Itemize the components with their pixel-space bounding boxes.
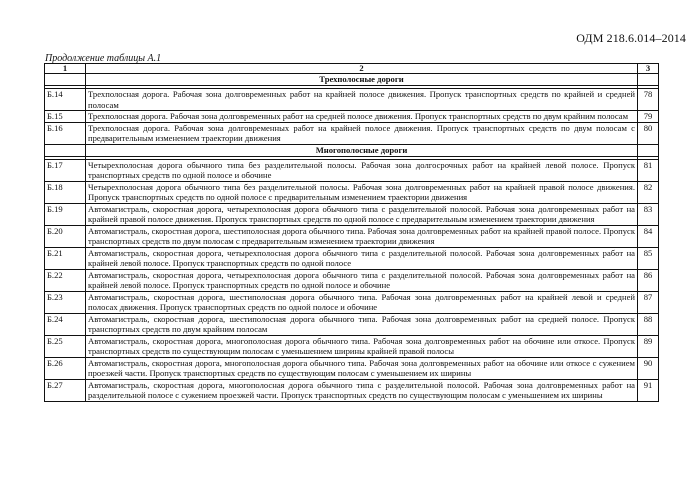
section-header-row [45,74,659,86]
item-page-number: 89 [638,335,659,357]
item-page-number: 82 [638,181,659,203]
item-number: Б.26 [45,357,86,379]
item-number: Б.17 [45,159,86,181]
item-description: Трехполосная дорога. Рабочая зона долговременных работ на крайней полосе движения. Пропуск транспортных средств по крайней и средней полосам [86,89,638,111]
item-page-number: 88 [638,313,659,335]
table-row [45,335,659,357]
item-description: Автомагистраль, скоростная дорога, многополосная дорога обычного типа с разделительной полосой. Рабочая зона долговременных работ на разделительной полосе с сужением проезжей части. Пропуск транспортных средств по существующим полосам с уменьшением их ширины [86,379,638,401]
item-page-number: 86 [638,269,659,291]
section-title: Многополосные дороги [86,144,638,156]
item-description: Автомагистраль, скоростная дорога, четырехполосная дорога обычного типа с разделительной полосой. Рабочая зона долговременных работ на крайней левой полосе. Пропуск транспортных средств по одной полосе и обочине [86,269,638,291]
item-description: Четырехполосная дорога обычного типа без разделительной полосы. Рабочая зона долговременных работ на крайней правой полосе движения. Пропуск транспортных средств по одной полосе с предварительным изменением траектории движения [86,181,638,203]
section-num-cell [45,144,86,156]
item-number: Б.25 [45,335,86,357]
table-row [45,89,659,111]
section-header-row [45,144,659,156]
item-page-number: 84 [638,225,659,247]
table-continuation-caption: Продолжение таблицы А.1 [45,53,162,64]
table-row [45,111,659,123]
item-description: Четырехполосная дорога обычного типа без разделительной полосы. Рабочая зона долгосрочных работ на крайней левой полосе. Пропуск транспортных средств по одной полосе и обочине [86,159,638,181]
table-header-row [45,64,659,74]
item-description: Автомагистраль, скоростная дорога, четырехполосная дорога обычного типа с разделительной полосой. Рабочая зона долговременных работ на крайней правой полосе движения. Пропуск транспортных средств по одной полосе с предварительным изменением траектории движения [86,203,638,225]
item-number: Б.21 [45,247,86,269]
item-number: Б.24 [45,313,86,335]
item-number: Б.23 [45,291,86,313]
column-header-2: 2 [86,64,638,74]
item-number: Б.27 [45,379,86,401]
document-code: ОДМ 218.6.014–2014 [576,31,686,45]
table-row [45,181,659,203]
item-description: Автомагистраль, скоростная дорога, многополосная дорога обычного типа. Рабочая зона долговременных работ на обочине или откосе. Пропуск транспортных средств по существующим полосам с уменьшением ширины крайней правой полосы [86,335,638,357]
column-header-3: 3 [638,64,659,74]
item-page-number: 78 [638,89,659,111]
table-row [45,313,659,335]
item-description: Автомагистраль, скоростная дорога, четырехполосная дорога обычного типа с разделительной полосой. Рабочая зона долговременных работ на крайней левой полосе. Пропуск транспортных средств по одной полосе [86,247,638,269]
table-row [45,159,659,181]
item-page-number: 90 [638,357,659,379]
item-page-number: 87 [638,291,659,313]
item-number: Б.18 [45,181,86,203]
item-description: Трехполосная дорога. Рабочая зона долговременных работ на средней полосе движения. Пропуск транспортных средств по двум крайним полосам [86,111,638,123]
table-row [45,291,659,313]
table-row [45,122,659,144]
item-number: Б.14 [45,89,86,111]
item-description: Автомагистраль, скоростная дорога, шестиполосная дорога обычного типа. Рабочая зона долговременных работ на крайней правой полосе. Пропуск транспортных средств по двум полосам с предварительным изменением траектории движения [86,225,638,247]
item-number: Б.20 [45,225,86,247]
item-number: Б.19 [45,203,86,225]
item-description: Трехполосная дорога. Рабочая зона долговременных работ на крайней полосе движения. Пропуск транспортных средств по двум полосам с предварительным изменением траектории движения [86,122,638,144]
item-page-number: 79 [638,111,659,123]
item-page-number: 80 [638,122,659,144]
table-row [45,357,659,379]
section-page-cell [638,74,659,86]
item-description: Автомагистраль, скоростная дорога, шестиполосная дорога обычного типа. Рабочая зона долговременных работ на крайней левой и средней полосах движения. Пропуск транспортных средств по одной полосе и обочине [86,291,638,313]
item-description: Автомагистраль, скоростная дорога, многополосная дорога обычного типа. Рабочая зона долговременных работ на обочине или откосе с сужением проезжей части. Пропуск транспортных средств по существующим полосам с уменьшением их ширины [86,357,638,379]
item-page-number: 91 [638,379,659,401]
table-row [45,269,659,291]
table-row [45,203,659,225]
table-row [45,379,659,401]
items-table [44,63,659,402]
item-number: Б.22 [45,269,86,291]
column-header-1: 1 [45,64,86,74]
section-page-cell [638,144,659,156]
item-description: Автомагистраль, скоростная дорога, шестиполосная дорога обычного типа. Рабочая зона долговременных работ на средней полосе. Пропуск транспортных средств по двум крайним полосам [86,313,638,335]
item-number: Б.15 [45,111,86,123]
table-row [45,225,659,247]
item-page-number: 85 [638,247,659,269]
section-title: Трехполосные дороги [86,74,638,86]
item-page-number: 83 [638,203,659,225]
item-page-number: 81 [638,159,659,181]
section-num-cell [45,74,86,86]
table-row [45,247,659,269]
item-number: Б.16 [45,122,86,144]
